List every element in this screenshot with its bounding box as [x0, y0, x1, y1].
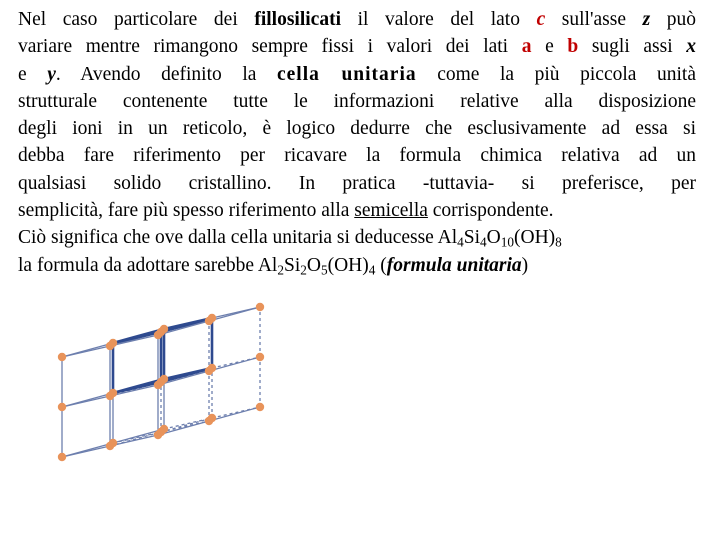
text-run: (OH) — [514, 227, 556, 249]
unit-cell-edge — [161, 368, 212, 382]
subscript: 4 — [480, 234, 487, 250]
ion-point — [205, 367, 213, 375]
ion-point — [256, 303, 264, 311]
text-run: . Avendo definito la — [55, 63, 277, 85]
ion-point — [205, 417, 213, 425]
lattice-edge — [110, 432, 161, 446]
ion-point — [58, 353, 66, 361]
unit-cell-edge — [161, 318, 212, 332]
ion-point — [205, 317, 213, 325]
lattice-edge — [161, 418, 212, 432]
paragraph-line-5: degli ioni in un reticolo, è logico dedurre che esclusivamente ad essa si — [18, 118, 696, 140]
text-run: corrispondente. — [427, 200, 554, 222]
text-run: la formula da adottare sarebbe Al — [18, 254, 278, 276]
text-run: può — [650, 9, 697, 30]
subscript: 5 — [320, 261, 328, 277]
variable-x: x — [686, 36, 696, 58]
paragraph-line-6: debba fare riferimento per ricavare la formula chimica relativa ad un — [18, 145, 696, 167]
term-fillosilicati: fillosilicati — [254, 9, 341, 30]
paragraph-line-4: strutturale contenente tutte le informazioni relative alla disposizione — [18, 90, 696, 112]
text-run: Ciò significa che ove dalla cella unitaria si deducesse Al — [18, 227, 458, 249]
text-run: ( — [375, 254, 387, 276]
text-run: e — [18, 63, 48, 85]
text-run: e — [531, 36, 568, 58]
text-run: Nel caso particolare dei — [18, 9, 255, 30]
ion-point — [256, 353, 264, 361]
lattice-edge — [62, 343, 113, 357]
ion-point — [256, 403, 264, 411]
lattice-edge — [209, 307, 260, 321]
text-run: sugli assi — [578, 36, 687, 58]
term-cella-unitaria: cella unitaria — [276, 63, 417, 85]
subscript: 10 — [500, 234, 514, 250]
text-run: O — [306, 254, 321, 276]
term-formula-unitaria: formula unitaria — [386, 254, 522, 276]
term-semicella: semicella — [354, 200, 428, 222]
variable-c: c — [536, 9, 546, 30]
ion-point — [106, 392, 114, 400]
text-run: il valore del lato — [341, 9, 537, 30]
text-run: variare mentre rimangono sempre fissi i valori dei lati — [18, 36, 522, 58]
text-run: Si — [283, 254, 301, 276]
text-run: (OH) — [327, 254, 369, 276]
lattice-edge — [62, 443, 113, 457]
text-run: Si — [463, 227, 481, 249]
variable-y: y — [47, 63, 56, 85]
ion-point — [106, 342, 114, 350]
paragraph-line-7: qualsiasi solido cristallino. In pratica -tuttavia- si preferisce, per — [18, 172, 696, 194]
text-run: sull'asse — [545, 9, 643, 30]
text-run: O — [486, 227, 501, 249]
lattice-ion-points — [58, 303, 264, 461]
ion-point — [154, 381, 162, 389]
variable-z: z — [642, 9, 651, 30]
variable-b: b — [567, 36, 579, 58]
lattice-edge — [209, 407, 260, 421]
text-run: come la più piccola unità — [416, 63, 696, 85]
subscript: 2 — [300, 261, 307, 277]
ion-point — [58, 403, 66, 411]
ion-point — [106, 442, 114, 450]
text-run: semplicità, fare più spesso riferimento alla — [18, 200, 355, 222]
subscript: 2 — [277, 261, 284, 277]
ion-point — [154, 331, 162, 339]
subscript: 8 — [555, 234, 562, 250]
text-run: ) — [521, 254, 529, 276]
subscript: 4 — [368, 261, 376, 277]
ion-point — [58, 453, 66, 461]
lattice-edge — [209, 357, 260, 371]
subscript: 4 — [457, 234, 464, 250]
lattice-edge — [62, 393, 113, 407]
ion-point — [154, 431, 162, 439]
variable-a: a — [521, 36, 532, 58]
